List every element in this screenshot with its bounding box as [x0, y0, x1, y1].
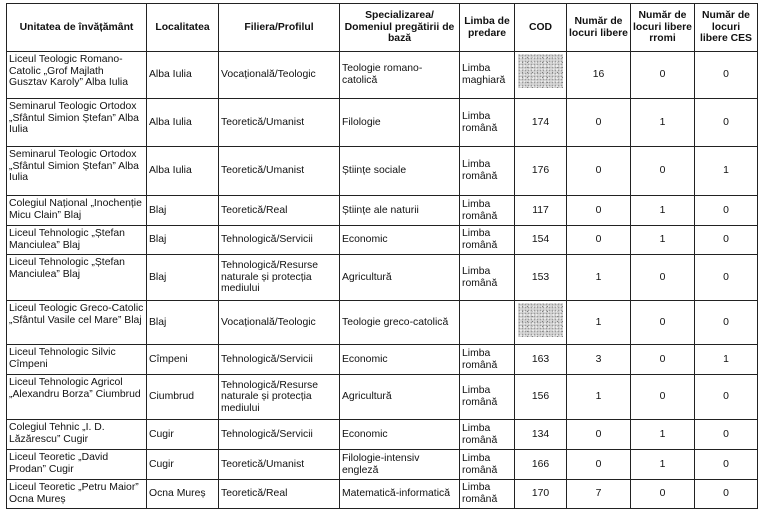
cell-localitate: Blaj [147, 226, 219, 255]
cell-locuri-rromi: 0 [631, 480, 695, 509]
cell-limba: Limba română [460, 345, 515, 375]
cell-localitate: Ciumbrud [147, 375, 219, 420]
cell-locuri-rromi: 0 [631, 345, 695, 375]
cell-limba: Limba română [460, 480, 515, 509]
cell-unitate: Liceul Teoretic „Petru Maior” Ocna Mureș [7, 480, 147, 509]
cell-cod: 117 [515, 196, 567, 226]
cell-specializare: Economic [340, 345, 460, 375]
cell-locuri-ces: 1 [695, 345, 758, 375]
cell-unitate: Liceul Tehnologic „Ștefan Manciulea” Blaj [7, 255, 147, 301]
cell-locuri-ces: 0 [695, 52, 758, 99]
cell-filiera: Teoretică/Umanist [219, 450, 340, 480]
header-limba: Limba de predare [460, 4, 515, 52]
header-unitate: Unitatea de învățământ [7, 4, 147, 52]
cell-locuri-rromi: 1 [631, 420, 695, 450]
cell-locuri-rromi: 0 [631, 255, 695, 301]
cell-cod: 154 [515, 226, 567, 255]
cell-cod: 176 [515, 147, 567, 196]
table-row [7, 450, 758, 480]
cell-locuri-libere: 16 [567, 52, 631, 99]
cell-limba: Limba română [460, 420, 515, 450]
cell-specializare: Matematică-informatică [340, 480, 460, 509]
header-locuri-ces: Număr de locuri libere CES [695, 4, 758, 52]
cell-locuri-libere: 0 [567, 99, 631, 147]
cell-locuri-rromi: 1 [631, 196, 695, 226]
cell-unitate: Liceul Teoretic „David Prodan” Cugir [7, 450, 147, 480]
cell-locuri-ces: 0 [695, 255, 758, 301]
cell-localitate: Alba Iulia [147, 99, 219, 147]
cell-filiera: Tehnologică/Resurse naturale și protecția mediului [219, 375, 340, 420]
cell-limba: Limba română [460, 99, 515, 147]
cell-limba: Limba română [460, 255, 515, 301]
cell-localitate: Cugir [147, 450, 219, 480]
cell-localitate: Alba Iulia [147, 52, 219, 99]
cell-unitate: Liceul Tehnologic Agricol „Alexandru Borza” Ciumbrud [7, 375, 147, 420]
cell-cod: 153 [515, 255, 567, 301]
cell-locuri-ces: 0 [695, 99, 758, 147]
cell-locuri-libere: 0 [567, 420, 631, 450]
cell-specializare: Economic [340, 420, 460, 450]
cell-unitate: Liceul Teologic Romano-Catolic „Grof Majlath Gusztav Karoly” Alba Iulia [7, 52, 147, 99]
cell-locuri-libere: 1 [567, 301, 631, 345]
cell-locuri-libere: 0 [567, 226, 631, 255]
cell-limba [460, 301, 515, 345]
cell-filiera: Teoretică/Umanist [219, 99, 340, 147]
cell-cod: 134 [515, 420, 567, 450]
cell-localitate: Cîmpeni [147, 345, 219, 375]
header-localitate: Localitatea [147, 4, 219, 52]
table-row [7, 375, 758, 420]
cell-limba: Limba română [460, 147, 515, 196]
cell-unitate: Seminarul Teologic Ortodox „Sfântul Simion Ștefan” Alba Iulia [7, 147, 147, 196]
cell-locuri-libere: 7 [567, 480, 631, 509]
cell-localitate: Cugir [147, 420, 219, 450]
cell-locuri-rromi: 0 [631, 375, 695, 420]
cell-unitate: Colegiul Tehnic „I. D. Lăzărescu” Cugir [7, 420, 147, 450]
cell-filiera: Teoretică/Umanist [219, 147, 340, 196]
cell-filiera: Teoretică/Real [219, 480, 340, 509]
cell-locuri-ces: 0 [695, 420, 758, 450]
cell-locuri-libere: 1 [567, 375, 631, 420]
cell-locuri-libere: 0 [567, 450, 631, 480]
cell-filiera: Vocațională/Teologic [219, 52, 340, 99]
table-row [7, 52, 758, 99]
cell-locuri-ces: 0 [695, 450, 758, 480]
cell-unitate: Liceul Teologic Greco-Catolic „Sfântul Vasile cel Mare” Blaj [7, 301, 147, 345]
table-row [7, 226, 758, 255]
table-row [7, 480, 758, 509]
cell-cod: 163 [515, 345, 567, 375]
header-locuri-rromi: Număr de locuri libere rromi [631, 4, 695, 52]
header-cod: COD [515, 4, 567, 52]
places-table-page [6, 3, 757, 509]
cell-unitate: Colegiul Național „Inochenție Micu Clain” Blaj [7, 196, 147, 226]
cell-locuri-ces: 1 [695, 147, 758, 196]
cell-limba: Limba română [460, 226, 515, 255]
cell-filiera: Tehnologică/Servicii [219, 420, 340, 450]
header-filiera: Filiera/Profilul [219, 4, 340, 52]
cell-specializare: Filologie-intensiv engleză [340, 450, 460, 480]
table-row [7, 99, 758, 147]
cell-limba: Limba română [460, 450, 515, 480]
cell-localitate: Blaj [147, 196, 219, 226]
cell-locuri-rromi: 0 [631, 147, 695, 196]
cell-specializare: Agricultură [340, 375, 460, 420]
redacted-code-mark [518, 54, 563, 88]
cell-locuri-ces: 0 [695, 301, 758, 345]
cell-limba: Limba română [460, 375, 515, 420]
cell-limba: Limba maghiară [460, 52, 515, 99]
cell-cod [515, 52, 567, 99]
cell-cod [515, 301, 567, 345]
cell-unitate: Liceul Tehnologic „Ștefan Manciulea” Blaj [7, 226, 147, 255]
header-row [7, 4, 758, 52]
cell-filiera: Tehnologică/Servicii [219, 345, 340, 375]
cell-locuri-rromi: 1 [631, 450, 695, 480]
table-body [7, 52, 758, 509]
cell-locuri-ces: 0 [695, 480, 758, 509]
cell-unitate: Seminarul Teologic Ortodox „Sfântul Simion Ștefan” Alba Iulia [7, 99, 147, 147]
cell-locuri-rromi: 1 [631, 226, 695, 255]
cell-cod: 166 [515, 450, 567, 480]
cell-specializare: Teologie greco-catolică [340, 301, 460, 345]
cell-filiera: Teoretică/Real [219, 196, 340, 226]
cell-locuri-ces: 0 [695, 375, 758, 420]
redacted-code-mark [518, 303, 563, 337]
cell-filiera: Tehnologică/Servicii [219, 226, 340, 255]
table-row [7, 255, 758, 301]
header-locuri-libere: Număr de locuri libere [567, 4, 631, 52]
cell-specializare: Economic [340, 226, 460, 255]
cell-locuri-libere: 3 [567, 345, 631, 375]
cell-locuri-libere: 1 [567, 255, 631, 301]
cell-filiera: Tehnologică/Resurse naturale și protecția mediului [219, 255, 340, 301]
cell-locuri-libere: 0 [567, 196, 631, 226]
cell-locuri-ces: 0 [695, 196, 758, 226]
cell-specializare: Agricultură [340, 255, 460, 301]
cell-specializare: Teologie romano-catolică [340, 52, 460, 99]
cell-cod: 156 [515, 375, 567, 420]
cell-localitate: Blaj [147, 255, 219, 301]
cell-specializare: Filologie [340, 99, 460, 147]
cell-filiera: Vocațională/Teologic [219, 301, 340, 345]
cell-cod: 174 [515, 99, 567, 147]
cell-locuri-libere: 0 [567, 147, 631, 196]
table-row [7, 301, 758, 345]
cell-limba: Limba română [460, 196, 515, 226]
table-row [7, 345, 758, 375]
cell-localitate: Alba Iulia [147, 147, 219, 196]
cell-specializare: Științe ale naturii [340, 196, 460, 226]
cell-cod: 170 [515, 480, 567, 509]
table-row [7, 147, 758, 196]
header-specializare: Specializarea/ Domeniul pregătirii de bază [340, 4, 460, 52]
cell-localitate: Ocna Mureș [147, 480, 219, 509]
cell-locuri-rromi: 1 [631, 99, 695, 147]
cell-localitate: Blaj [147, 301, 219, 345]
cell-locuri-rromi: 0 [631, 52, 695, 99]
table-row [7, 196, 758, 226]
cell-unitate: Liceul Tehnologic Silvic Cîmpeni [7, 345, 147, 375]
cell-locuri-ces: 0 [695, 226, 758, 255]
cell-specializare: Științe sociale [340, 147, 460, 196]
cell-locuri-rromi: 0 [631, 301, 695, 345]
table-row [7, 420, 758, 450]
available-places-table [6, 3, 758, 509]
